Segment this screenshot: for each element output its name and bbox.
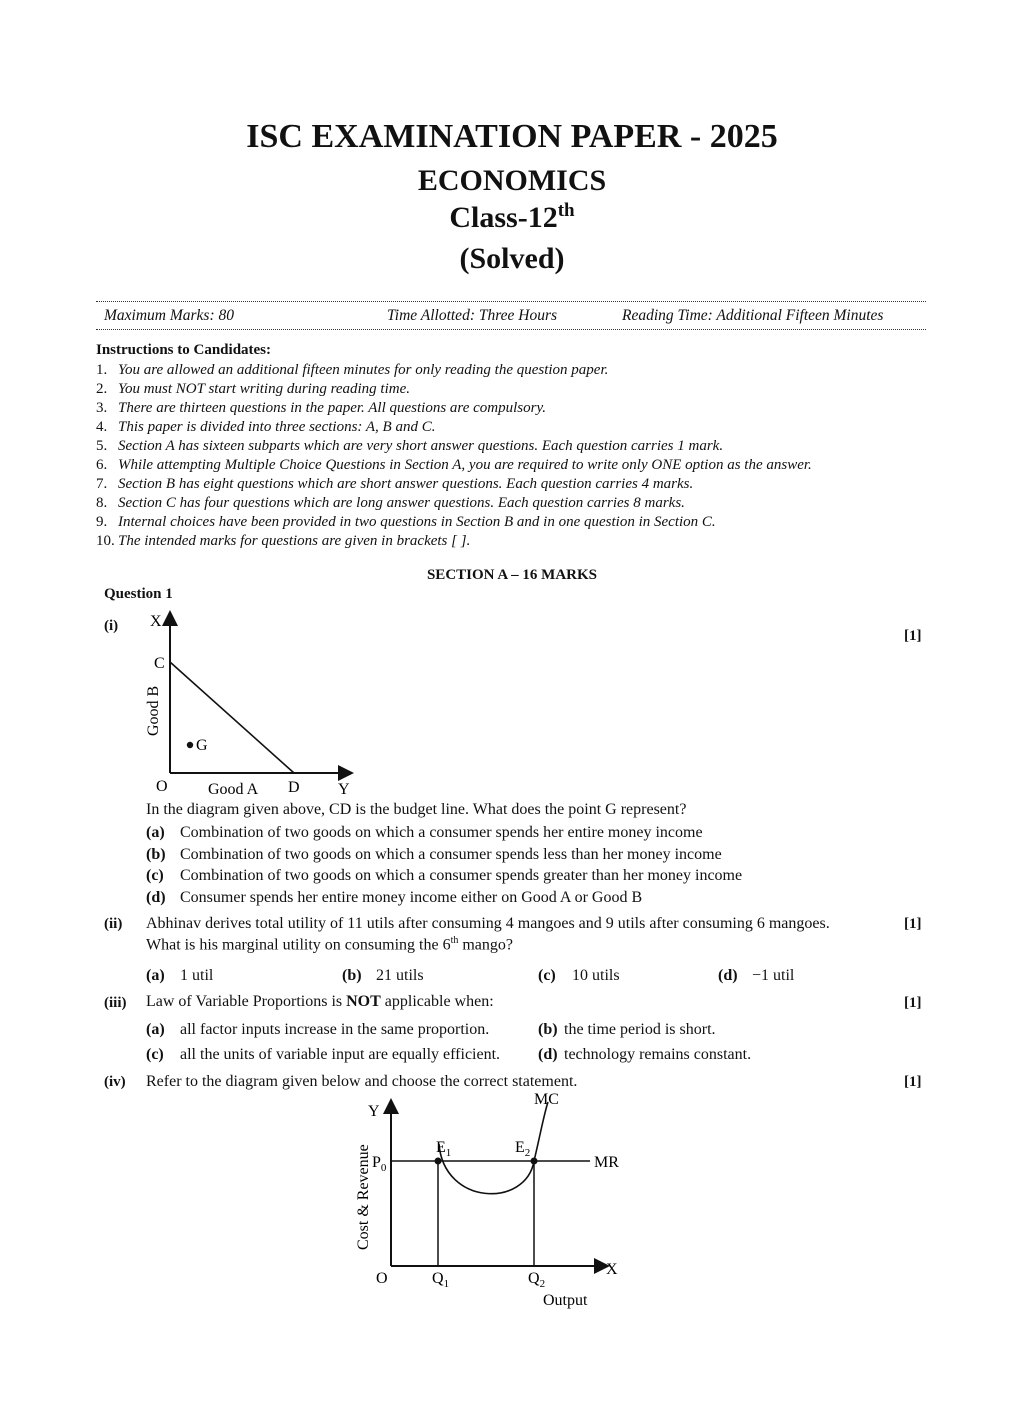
q4-number: (iv) (104, 1074, 126, 1090)
q3-option-b: (b) the time period is short. (538, 1021, 716, 1038)
budget-line-cd (170, 662, 294, 773)
q2-option-a: (a) 1 util (146, 967, 214, 984)
q3-option-d: (d) technology remains constant. (538, 1046, 752, 1063)
instruction-item: 5. Section A has sixteen subparts which are very short answer questions. Each question carries 1 mark. (96, 438, 724, 454)
mc-label: MC (534, 1091, 559, 1108)
reading-time: Reading Time: Additional Fifteen Minutes (622, 307, 884, 324)
q3-question-text: Law of Variable Proportions is NOT applicable when: (146, 993, 494, 1010)
instruction-item: 2. You must NOT start writing during reading time. (96, 381, 411, 397)
instruction-item: 1. You are allowed an additional fifteen minutes for only reading the question paper. (96, 362, 609, 378)
cost-revenue-label: Cost & Revenue (355, 1144, 372, 1250)
class-prefix: Class-12 (449, 201, 558, 234)
mr-label: MR (594, 1154, 619, 1171)
q1-option-a: (a) Combination of two goods on which a consumer spends her entire money income (146, 824, 703, 841)
y-axis-label: Y (368, 1103, 380, 1120)
q4-marks: [1] (904, 1074, 922, 1090)
max-marks: Maximum Marks: 80 (104, 307, 235, 324)
mc-curve (439, 1102, 548, 1194)
q1-label: $Q_1$ (432, 1270, 450, 1290)
instruction-item: 7. Section B has eight questions which are short answer questions. Each question carries 4 marks. (96, 476, 694, 492)
instruction-item: 6. While attempting Multiple Choice Questions in Section A, you are required to write only ONE option as the answer. (96, 457, 812, 473)
axis-x-top-label: X (150, 613, 162, 630)
divider-top (96, 301, 926, 302)
instruction-item: 8. Section C has four questions which are long answer questions. Each question carries 8 marks. (96, 495, 685, 511)
paper-title: ISC EXAMINATION PAPER - 2025 (246, 118, 778, 155)
class-superscript: th (557, 200, 575, 221)
point-g-label: G (196, 737, 208, 754)
q2-marks: [1] (904, 916, 922, 932)
output-label: Output (543, 1292, 588, 1309)
instruction-item: 9. Internal choices have been provided in two questions in Section B and in one question in Section C. (96, 514, 716, 530)
q1-number: (i) (104, 618, 119, 634)
class-title (0, 200, 1024, 235)
question-1-label: Question 1 (104, 586, 173, 602)
good-a-label: Good A (208, 781, 259, 798)
e1-marker (435, 1158, 442, 1165)
p0-label: $P_0$ (372, 1154, 387, 1174)
budget-line-diagram (130, 606, 370, 802)
e1-label: $E_1$ (436, 1139, 452, 1159)
section-a-heading: SECTION A – 16 MARKS (426, 567, 598, 583)
q1-option-c: (c) Combination of two goods on which a consumer spends greater than her money income (146, 867, 743, 884)
subject-title: ECONOMICS (417, 164, 607, 197)
q3-option-a: (a) all factor inputs increase in the same proportion. (146, 1021, 490, 1038)
origin-label: O (156, 778, 168, 795)
divider-bottom (96, 329, 926, 330)
good-b-label: Good B (145, 685, 162, 736)
q1-option-b: (b) Combination of two goods on which a consumer spends less than her money income (146, 846, 722, 863)
q2-text-line2: What is his marginal utility on consuming the 6th mango? (146, 935, 513, 954)
instruction-item: 10. The intended marks for questions are given in brackets [ ]. (96, 533, 471, 549)
instruction-item: 3. There are thirteen questions in the paper. All questions are compulsory. (96, 400, 547, 416)
point-c-label: C (154, 655, 165, 672)
instruction-item: 4. This paper is divided into three sections: A, B and C. (96, 419, 436, 435)
point-g-marker (187, 742, 193, 748)
q2-label: $Q_2$ (528, 1270, 546, 1290)
e2-label: $E_2$ (515, 1139, 531, 1159)
time-allotted: Time Allotted: Three Hours (387, 307, 558, 324)
mc-mr-diagram (340, 1086, 640, 1312)
q2-option-b: (b) 21 utils (342, 967, 424, 984)
q2-text-line1: Abhinav derives total utility of 11 utils after consuming 4 mangoes and 9 utils after consuming 6 mangoes. (146, 915, 830, 932)
x-axis-label: X (606, 1261, 618, 1278)
q4-question-text: Refer to the diagram given below and choose the correct statement. (146, 1073, 578, 1090)
q1-marks: [1] (904, 628, 922, 644)
q1-question-text: In the diagram given above, CD is the budget line. What does the point G represent? (146, 801, 687, 818)
solved-label: (Solved) (459, 242, 565, 275)
q3-number: (iii) (104, 995, 127, 1011)
q3-option-c: (c) all the units of variable input are equally efficient. (146, 1046, 501, 1063)
origin-label: O (376, 1270, 388, 1287)
instructions-heading: Instructions to Candidates: (96, 342, 272, 358)
q2-option-d: (d) −1 util (718, 967, 795, 984)
q3-marks: [1] (904, 995, 922, 1011)
q1-option-d: (d) Consumer spends her entire money income either on Good A or Good B (146, 889, 643, 906)
q2-option-c: (c) 10 utils (538, 967, 620, 984)
q2-number: (ii) (104, 916, 123, 932)
point-d-label: D (288, 779, 300, 796)
e2-marker (531, 1158, 538, 1165)
axis-y-right-label: Y (338, 781, 350, 798)
